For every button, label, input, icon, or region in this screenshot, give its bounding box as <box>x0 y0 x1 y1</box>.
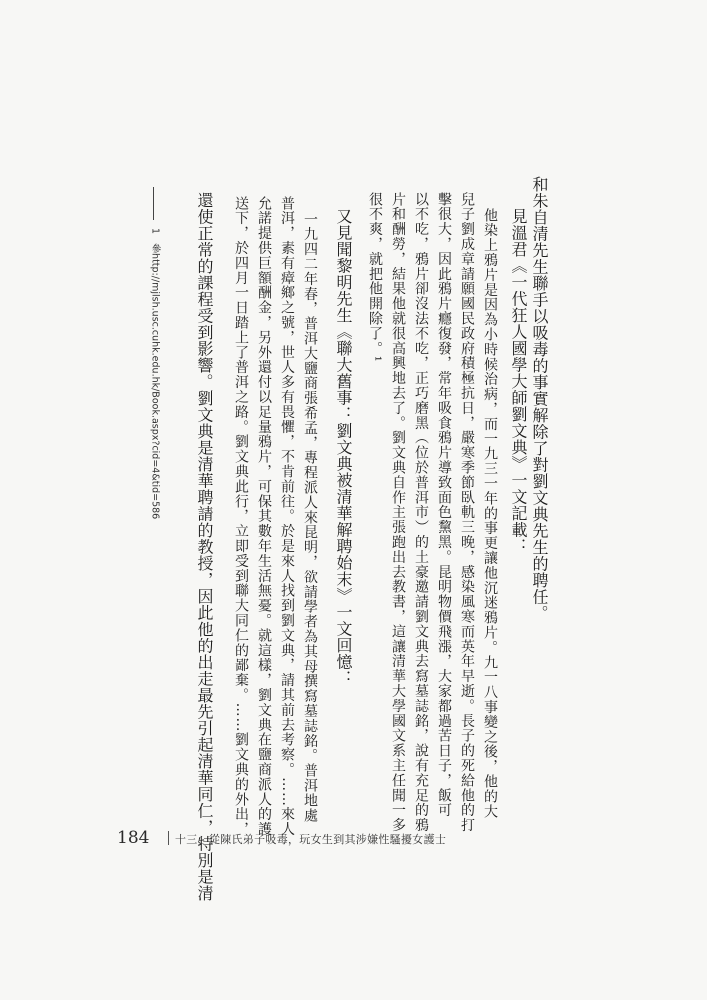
quote-text-column: 片和酬勞，結果他就很高興地去了。劉文典自作主張跑出去教書，這讓清華大學國文系主任聞一多 <box>390 192 406 833</box>
body-text-column: 又見聞黎明先生《聯大舊事：劉文典被清華解聘始末》一文回憶： <box>334 208 353 687</box>
quote-text-column: 兒子劉成章請願國民政府積極抗日，嚴寒季節臥軌三晚，感染風寒而英年早逝。長子的死給他的打 <box>459 192 475 833</box>
quote-text-column: 他染上鴉片是因為小時候治病，而一九三一年的事更讓他沉迷鴉片。九一八事變之後，他的大 <box>482 208 498 819</box>
page-number: 184 <box>117 828 150 848</box>
quote-text-column: 允諾提供巨額酬金，另外還付以足量鴉片，可保其數年生活無憂。就這樣，劉文典在鹽商派人的護 <box>256 196 272 837</box>
body-text-column: 見溫君《一代狂人國學大師劉文典》一文記載： <box>509 208 528 555</box>
quote-text-column: 一九四二年春，普洱大鹽商張希孟，專程派人來昆明，欲請學者為其母撰寫墓誌銘。普洱地處 <box>302 212 318 823</box>
footnote-text: 1 參http://mjlsh.usc.cuhk.edu.hk/Book.aspx?cid=4&tid=586 <box>149 228 161 520</box>
quote-text-column: 普洱，素有瘴鄉之號，世人多有畏懼，不肯前往。於是來人找到劉文典，請其前去考察。……來人 <box>279 196 295 837</box>
footnote-rule <box>153 187 154 220</box>
quote-text-column: 送下，於四月一日踏上了普洱之路。劉文典此行，立即受到聯大同仁的鄙棄。……劉文典的外出， <box>233 196 249 837</box>
quote-text-column: 擊很大，因此鴉片癮復發，常年吸食鴉片導致面色黧黑。昆明物價飛漲，大家都過苦日子，飯可 <box>436 192 452 818</box>
body-text-column: 和朱自清先生聯手以吸毒的事實解除了對劉文典先生的聘任。 <box>530 176 549 622</box>
footer-divider <box>168 831 169 845</box>
quote-text-column: 很不爽，就把他開除了。¹ <box>367 192 383 363</box>
running-chapter-title: 十三、從陳氏弟子吸毒，玩女生到其涉嫌性騷擾女護士 <box>175 833 447 846</box>
quote-text-column: 以不吃，鴉片卻沒法不吃，正巧磨黑（位於普洱市）的土豪邀請劉文典去寫墓誌銘，說有充足的鴉 <box>413 192 429 833</box>
body-text-column: 還使正常的課程受到影響。劉文典是清華聘請的教授，因此他的出走最先引起清華同仁，特別是清 <box>195 192 214 902</box>
